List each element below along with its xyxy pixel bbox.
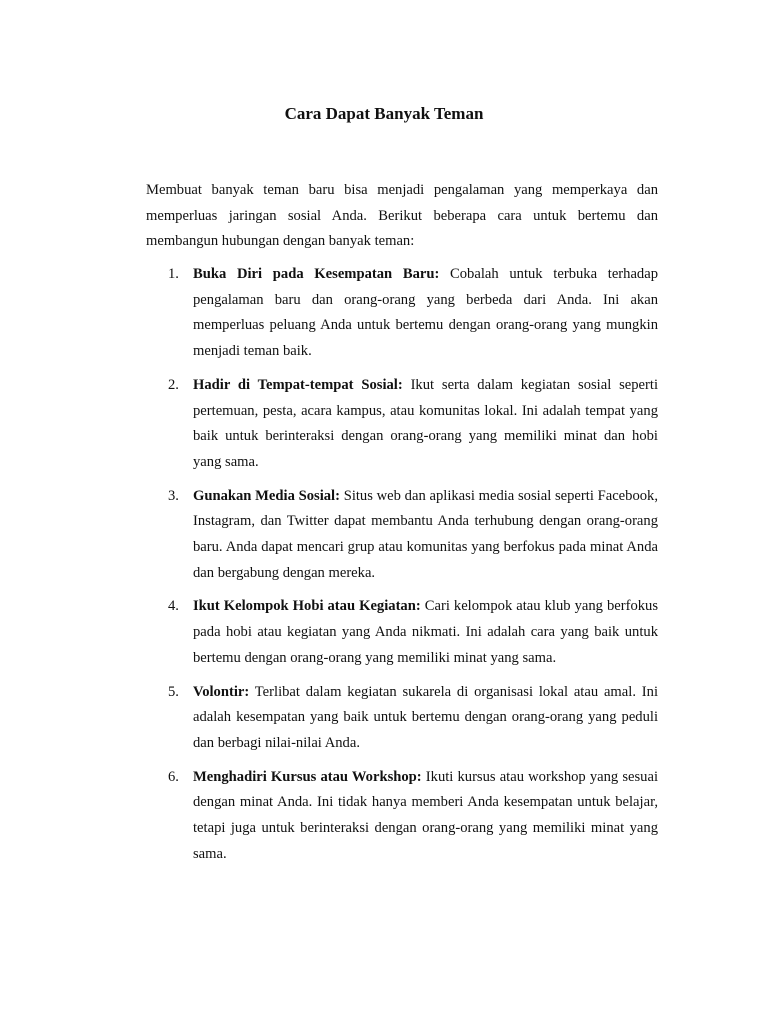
list-item-text: Ikut serta dalam kegiatan sosial seperti pertemuan, pesta, acara kampus, atau komunitas lokal. Ini adalah tempat yang baik untuk berinteraksi dengan orang-orang yang memiliki minat dan hobi yang sama. [193,376,659,470]
list-item-heading: Buka Diri pada Kesempatan Baru: [193,266,440,282]
list-item [146,680,658,757]
tips-list [146,262,658,875]
list-item-number: 4. [168,598,179,615]
document-title: Cara Dapat Banyak Teman [284,104,484,123]
list-item-heading: Gunakan Media Sosial: [193,487,340,504]
list-item [146,373,658,476]
list-item [146,765,658,868]
list-item-heading: Hadir di Tempat-tempat Sosial: [193,376,403,393]
intro-paragraph: Membuat banyak teman baru bisa menjadi pengalaman yang memperkaya dan memperluas jaringan sosial Anda. Berikut beberapa cara untuk bertemu dan membangun hubungan dengan banyak teman: [146,182,658,250]
list-item-heading: Volontir: [193,683,250,700]
list-item-text: Cobalah untuk terbuka terhadap pengalaman baru dan orang-orang yang berbeda dari Anda. Ini akan memperluas peluang Anda untuk bertemu dengan orang-orang yang mungkin menjadi teman baik. [193,266,658,360]
list-item-text: Situs web dan aplikasi media sosial seperti Facebook, Instagram, dan Twitter dapat membantu Anda terhubung dengan orang-orang baru. Anda dapat mencari grup atau komunitas yang berfokus pada minat Anda dan bergabung dengan mereka. [193,487,658,581]
list-item-heading: Menghadiri Kursus atau Workshop: [193,768,422,785]
list-item-heading: Ikut Kelompok Hobi atau Kegiatan: [193,598,421,615]
list-item-number: 2. [168,376,179,393]
list-item-text: Cari kelompok atau klub yang berfokus pada hobi atau kegiatan yang Anda nikmati. Ini adalah cara yang baik untuk bertemu dengan orang-orang yang memiliki minat yang sama. [193,598,659,666]
list-item [146,484,658,587]
list-item-text: Terlibat dalam kegiatan sukarela di organisasi lokal atau amal. Ini adalah kesempatan yang baik untuk bertemu dengan orang-orang yang peduli dan berbagi nilai-nilai Anda. [193,683,658,751]
list-item [146,594,658,671]
list-item-number: 5. [168,683,179,700]
list-item [146,262,658,365]
list-item-number: 3. [168,487,179,504]
list-item-number: 6. [168,768,179,785]
list-item-number: 1. [168,266,179,282]
list-item-text: Ikuti kursus atau workshop yang sesuai dengan minat Anda. Ini tidak hanya memberi Anda kesempatan untuk belajar, tetapi juga untuk berinteraksi dengan orang-orang yang memiliki minat yang sama. [193,768,658,862]
